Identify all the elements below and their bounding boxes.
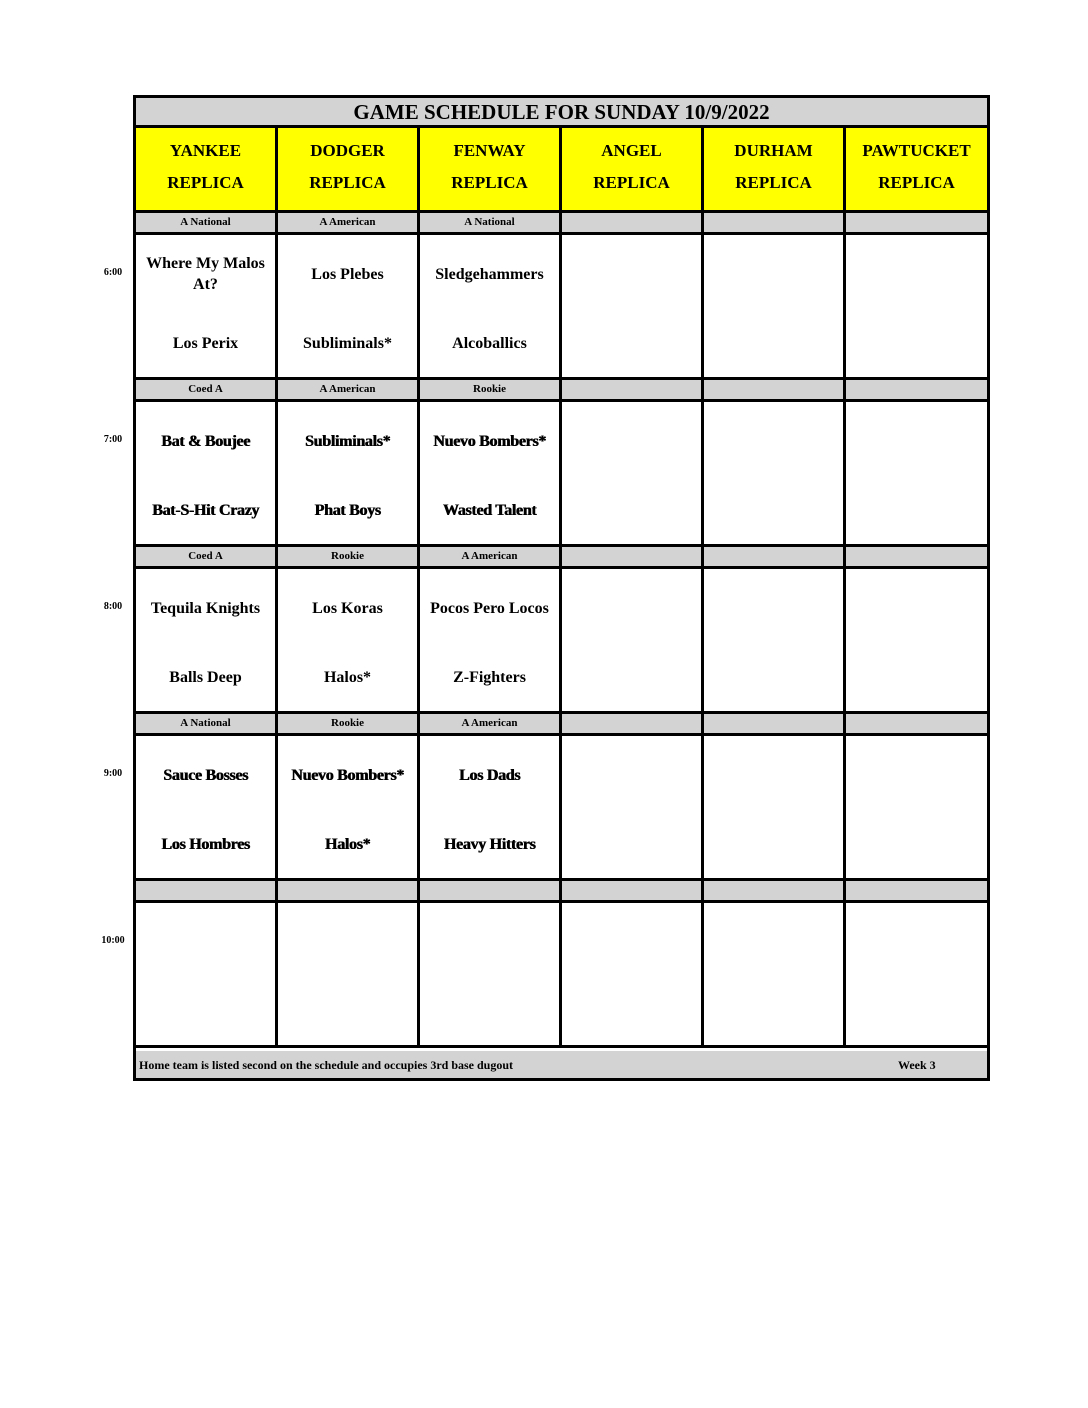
field-sub: REPLICA xyxy=(451,173,528,192)
division-label xyxy=(846,714,987,736)
game-cell xyxy=(846,569,987,714)
division-label: Rookie xyxy=(278,714,420,736)
game-cell xyxy=(562,235,704,380)
division-label xyxy=(562,380,704,402)
game-cell xyxy=(136,903,278,1048)
home-team: Wasted Talent xyxy=(442,502,537,519)
home-team: Los Hombres xyxy=(161,836,250,853)
away-team xyxy=(564,917,699,967)
home-team: Subliminals* xyxy=(303,335,392,352)
away-team xyxy=(848,249,985,299)
field-sub: REPLICA xyxy=(309,173,386,192)
game-cell xyxy=(846,235,987,380)
game-cell xyxy=(420,402,562,547)
away-team: Sledgehammers xyxy=(435,265,544,283)
away-team xyxy=(706,416,841,466)
away-team: Sauce Bosses xyxy=(163,766,248,784)
game-cell xyxy=(278,903,420,1048)
away-team: Subliminals* xyxy=(304,432,391,450)
division-label: Rookie xyxy=(278,547,420,569)
division-label xyxy=(136,881,278,903)
away-team xyxy=(564,583,699,633)
division-label: A American xyxy=(420,714,562,736)
game-cell xyxy=(136,235,278,380)
game-cell xyxy=(704,235,846,380)
home-team: Heavy Hitters xyxy=(443,836,536,853)
division-label: Coed A xyxy=(136,547,278,569)
time-label: 7:00 xyxy=(103,434,123,445)
home-team: Halos* xyxy=(323,669,372,686)
division-label xyxy=(846,213,987,235)
division-label: A National xyxy=(420,213,562,235)
away-team xyxy=(564,750,699,800)
division-label xyxy=(846,380,987,402)
time-label: 8:00 xyxy=(103,601,123,612)
field-name: FENWAY xyxy=(453,141,526,160)
division-label: A National xyxy=(136,213,278,235)
away-team xyxy=(848,917,985,967)
division-label xyxy=(704,714,846,736)
field-header-angel xyxy=(562,128,704,213)
division-label: A American xyxy=(278,213,420,235)
field-header-dodger xyxy=(278,128,420,213)
away-team xyxy=(564,249,699,299)
away-team: Where My Malos At? xyxy=(146,255,265,293)
home-team: Los Perix xyxy=(172,335,239,352)
game-cell xyxy=(846,402,987,547)
field-header-pawtucket xyxy=(846,128,987,213)
division-label: A American xyxy=(278,380,420,402)
division-label xyxy=(846,547,987,569)
home-team: Bat-S-Hit Crazy xyxy=(151,502,260,519)
division-label xyxy=(562,213,704,235)
home-team: Halos* xyxy=(324,836,371,853)
field-sub: REPLICA xyxy=(878,173,955,192)
field-name: ANGEL xyxy=(601,141,662,160)
time-label: 9:00 xyxy=(103,768,123,779)
division-label xyxy=(704,547,846,569)
field-header-durham xyxy=(704,128,846,213)
away-team xyxy=(706,750,841,800)
division-label: Rookie xyxy=(420,380,562,402)
division-label: A American xyxy=(420,547,562,569)
game-cell xyxy=(136,402,278,547)
away-team xyxy=(422,917,557,967)
field-name: YANKEE xyxy=(169,141,242,160)
game-cell xyxy=(704,402,846,547)
away-team xyxy=(848,750,985,800)
division-label xyxy=(562,881,704,903)
game-cell xyxy=(562,402,704,547)
game-cell xyxy=(562,736,704,881)
away-team: Los Koras xyxy=(312,599,383,617)
home-team: Z-Fighters xyxy=(453,669,526,686)
away-team: Los Dads xyxy=(458,766,521,784)
field-header-yankee xyxy=(136,128,278,213)
away-team: Pocos Pero Locos xyxy=(430,599,549,617)
game-cell xyxy=(846,736,987,881)
field-sub: REPLICA xyxy=(593,173,670,192)
home-team: Alcoballics xyxy=(452,335,527,352)
game-cell xyxy=(704,569,846,714)
away-team: Tequila Knights xyxy=(150,599,261,617)
away-team: Nuevo Bombers* xyxy=(291,766,404,784)
game-cell xyxy=(846,903,987,1048)
division-label xyxy=(420,881,562,903)
game-cell xyxy=(704,903,846,1048)
field-name: PAWTUCKET xyxy=(862,141,971,160)
away-team xyxy=(280,917,415,967)
game-cell xyxy=(136,569,278,714)
game-cell xyxy=(420,569,562,714)
schedule-title: GAME SCHEDULE FOR SUNDAY 10/9/2022 xyxy=(136,98,987,128)
footer-note: Home team is listed second on the schedule and occupies 3rd base dugout xyxy=(139,1058,514,1072)
time-label: 6:00 xyxy=(103,267,123,278)
field-name: DODGER xyxy=(310,141,385,160)
division-label xyxy=(846,881,987,903)
away-team xyxy=(706,917,841,967)
away-team xyxy=(138,917,273,967)
division-label xyxy=(704,881,846,903)
field-sub: REPLICA xyxy=(167,173,244,192)
game-cell xyxy=(420,736,562,881)
away-team: Bat & Boujee xyxy=(161,432,250,450)
away-team xyxy=(706,583,841,633)
game-cell xyxy=(278,235,420,380)
game-cell xyxy=(278,569,420,714)
game-cell xyxy=(420,903,562,1048)
away-team xyxy=(564,416,699,466)
away-team xyxy=(848,583,985,633)
field-name: DURHAM xyxy=(734,141,813,160)
game-cell xyxy=(562,569,704,714)
division-label: Coed A xyxy=(136,380,278,402)
away-team xyxy=(848,416,985,466)
game-cell xyxy=(136,736,278,881)
game-cell xyxy=(278,736,420,881)
division-label xyxy=(704,213,846,235)
footer xyxy=(136,1051,987,1078)
field-sub: REPLICA xyxy=(735,173,812,192)
away-team: Nuevo Bombers* xyxy=(433,432,546,450)
time-label: 10:00 xyxy=(101,935,125,946)
game-cell xyxy=(278,402,420,547)
game-cell xyxy=(704,736,846,881)
division-label: A National xyxy=(136,714,278,736)
away-team: Los Plebes xyxy=(311,265,384,283)
division-label xyxy=(562,547,704,569)
away-team xyxy=(706,249,841,299)
game-cell xyxy=(562,903,704,1048)
week-label: Week 3 xyxy=(898,1058,936,1072)
field-header-fenway xyxy=(420,128,562,213)
division-label xyxy=(278,881,420,903)
home-team: Phat Boys xyxy=(314,502,381,519)
division-label xyxy=(562,714,704,736)
schedule-table xyxy=(133,95,990,1081)
home-team: Balls Deep xyxy=(169,669,242,686)
division-label xyxy=(704,380,846,402)
game-cell xyxy=(420,235,562,380)
